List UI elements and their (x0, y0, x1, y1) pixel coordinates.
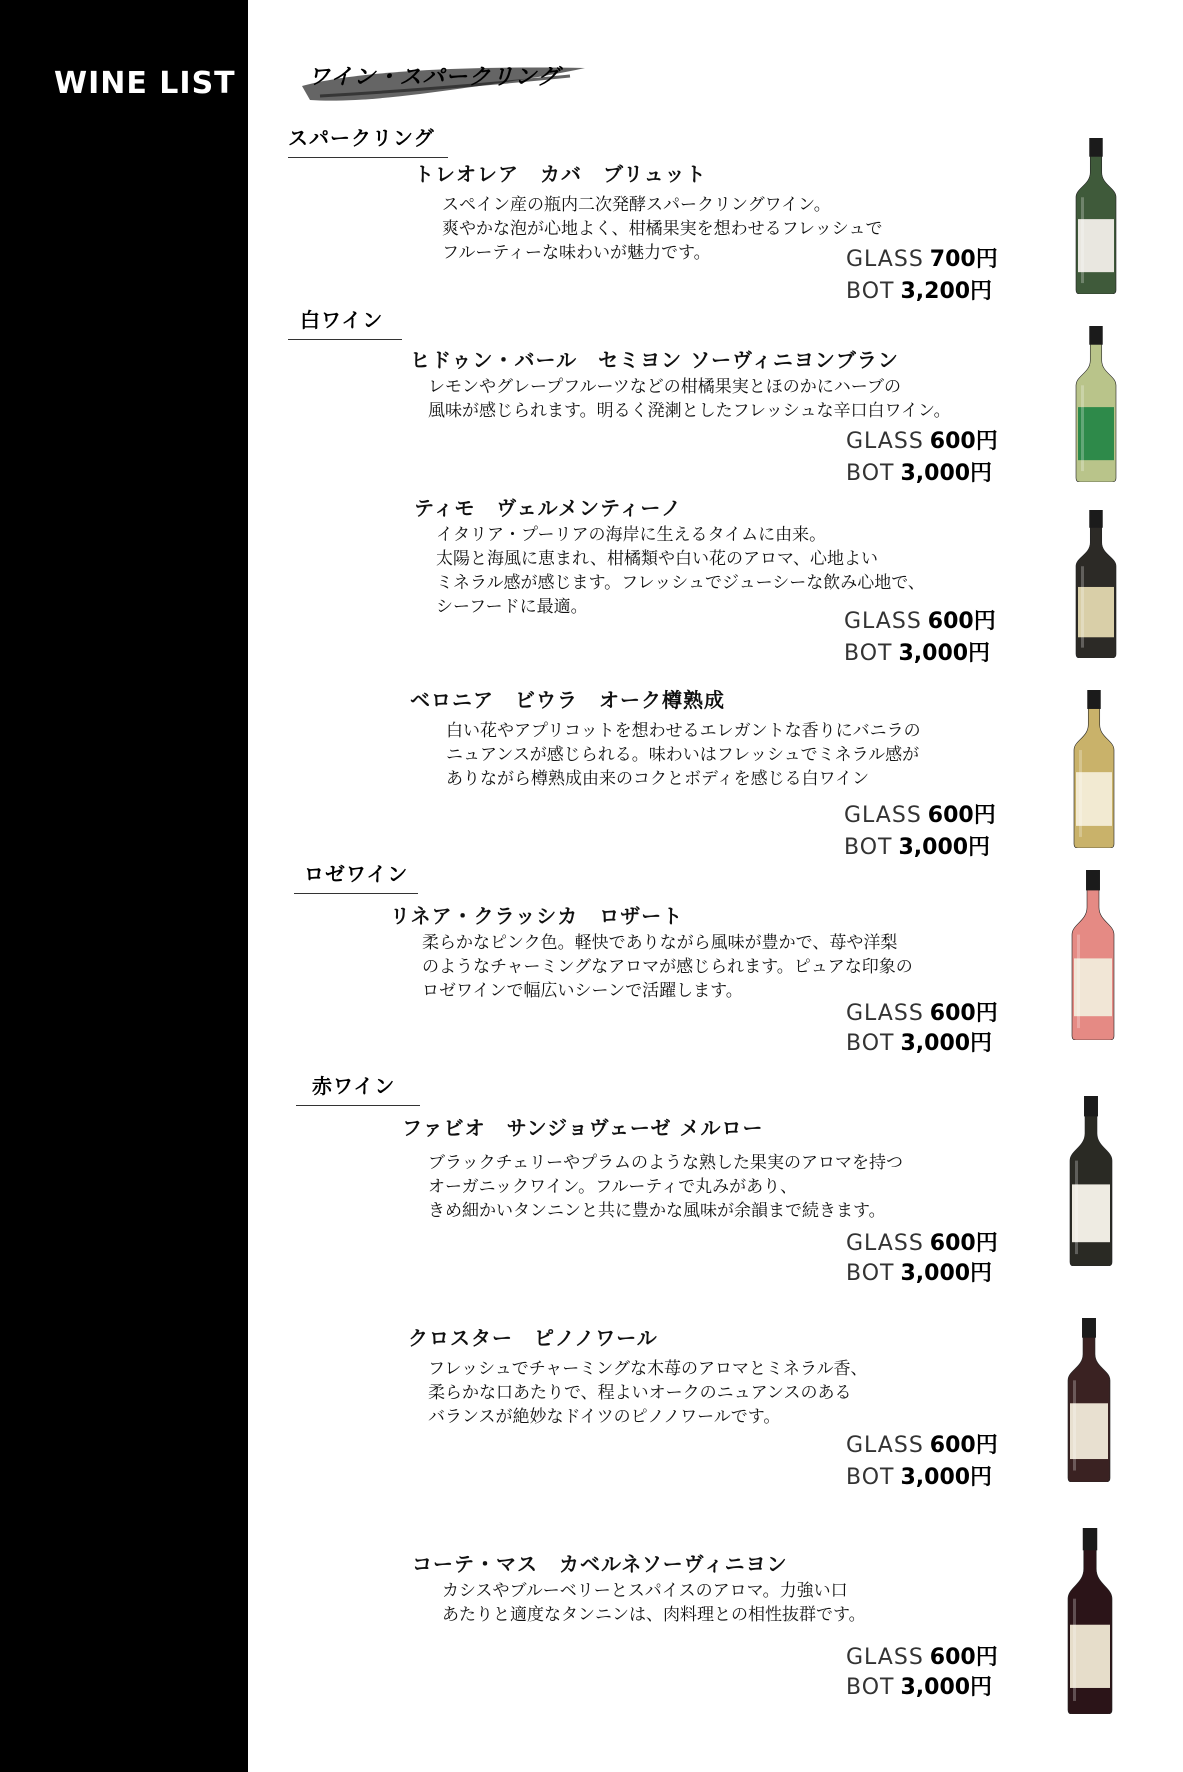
wine-description: フレッシュでチャーミングな木苺のアロマとミネラル香、 柔らかな口あたりで、程よいオークのニュアンスのある バランスが絶妙なドイツのピノノワールです。 (428, 1359, 868, 1427)
glass-price: GLASS 600円 (846, 1433, 998, 1458)
wine-description: ブラックチェリーやプラムのような熟した果実のアロマを持つ オーガニックワイン。フルーティで丸みがあり、 きめ細かいタンニンと共に豊かな風味が余韻まで続きます。 (428, 1153, 903, 1221)
page-title: ワイン・スパークリング (308, 65, 560, 90)
glass-price: GLASS 700円 (846, 247, 998, 272)
wine-name: リネア・クラッシカ ロザート (390, 904, 684, 928)
wine-description: カシスやブルーベリーとスパイスのアロマ。力強い口 あたりと適度なタンニンは、肉料理との相性抜群です。 (442, 1581, 866, 1625)
wine-item (408, 1322, 867, 1429)
bottle-price: BOT 3,000円 (846, 1465, 993, 1490)
section-white: 白ワイン (288, 304, 402, 340)
wine-bottle-image (1074, 138, 1118, 294)
wine-bottle-image (1074, 326, 1118, 482)
bottle-price: BOT 3,000円 (844, 835, 991, 860)
wine-bottle-image (1068, 1096, 1114, 1266)
wine-name: ファビオ サンジョヴェーゼ メルロー (402, 1116, 764, 1140)
section-red: 赤ワイン (296, 1070, 420, 1106)
wine-description: スペイン産の瓶内二次発酵スパークリングワイン。 爽やかな泡が心地よく、柑橘果実を想わせるフレッシュで フルーティーな味わいが魅力です。 (442, 195, 883, 263)
wine-name: トレオレア カバ ブリュット (414, 162, 707, 186)
glass-price: GLASS 600円 (844, 803, 996, 828)
bottle-price: BOT 3,200円 (846, 279, 993, 304)
wine-name: ヒドゥン・バール セミヨン ソーヴィニヨンブラン (410, 348, 899, 372)
wine-item (402, 1112, 903, 1223)
glass-price: GLASS 600円 (846, 1645, 998, 1670)
wine-item (410, 684, 921, 791)
wine-item (414, 492, 925, 619)
bottle-price: BOT 3,000円 (846, 461, 993, 486)
wine-item (414, 158, 882, 265)
wine-description: 柔らかなピンク色。軽快でありながら風味が豊かで、苺や洋梨 のようなチャーミングなアロマが感じられます。ピュアな印象の ロゼワインで幅広いシーンで活躍します。 (422, 933, 913, 1001)
wine-bottle-image (1074, 510, 1118, 658)
wine-description: 白い花やアプリコットを想わせるエレガントな香りにバニラの ニュアンスが感じられる。味わいはフレッシュでミネラル感が ありながら樽熟成由来のコクとボディを感じる白ワイン (446, 721, 921, 789)
section-sparkling: スパークリング (288, 122, 448, 158)
page-heading (300, 56, 590, 110)
bottle-price: BOT 3,000円 (846, 1031, 993, 1056)
wine-name: ベロニア ビウラ オーク樽熟成 (410, 688, 725, 712)
bottle-price: BOT 3,000円 (846, 1675, 993, 1700)
bottle-price: BOT 3,000円 (846, 1261, 993, 1286)
bottle-price: BOT 3,000円 (844, 641, 991, 666)
wine-bottle-image (1072, 690, 1116, 848)
sidebar-title: WINE LIST (54, 66, 236, 101)
wine-description: レモンやグレープフルーツなどの柑橘果実とほのかにハーブの 風味が感じられます。明るく溌溂としたフレッシュな辛口白ワイン。 (428, 377, 951, 421)
wine-item (412, 1548, 866, 1627)
wine-item (410, 344, 951, 423)
wine-item (390, 900, 913, 1003)
wine-name: コーテ・マス カベルネソーヴィニヨン (412, 1552, 788, 1576)
wine-description: イタリア・プーリアの海岸に生えるタイムに由来。 太陽と海風に恵まれ、柑橘類や白い花のアロマ、心地よい ミネラル感が感じます。フレッシュでジューシーな飲み心地で、 シーフードに最適。 (436, 525, 925, 617)
glass-price: GLASS 600円 (844, 609, 996, 634)
sidebar (0, 0, 248, 1772)
glass-price: GLASS 600円 (846, 1231, 998, 1256)
wine-bottle-image (1070, 870, 1116, 1040)
wine-bottle-image (1066, 1528, 1114, 1714)
wine-bottle-image (1066, 1318, 1112, 1482)
wine-name: クロスター ピノノワール (408, 1326, 658, 1350)
wine-name: ティモ ヴェルメンティーノ (414, 496, 682, 520)
glass-price: GLASS 600円 (846, 1001, 998, 1026)
glass-price: GLASS 600円 (846, 429, 998, 454)
section-rose: ロゼワイン (294, 858, 418, 894)
